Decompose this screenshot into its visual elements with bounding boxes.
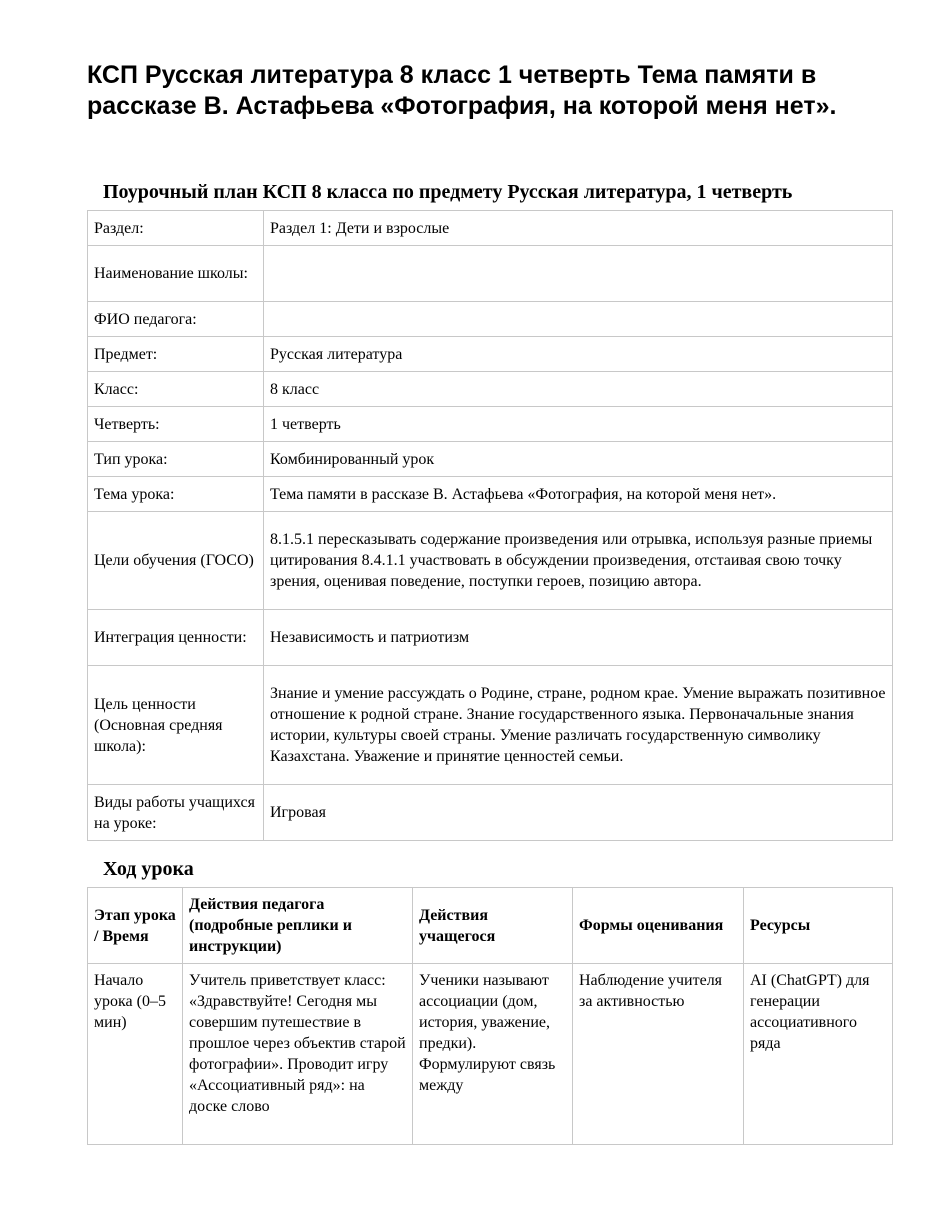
lesson-progress-heading: Ход урока — [103, 858, 194, 880]
row-value — [264, 302, 893, 337]
row-label: Четверть: — [88, 407, 264, 442]
column-header-teacher-actions: Действия педагога (подробные реплики и инструкции) — [183, 888, 413, 964]
table-header-row — [88, 888, 893, 964]
cell-resources: AI (ChatGPT) для генерации ассоциативного ряда — [744, 964, 893, 1145]
row-value: Знание и умение рассуждать о Родине, стране, родном крае. Умение выражать позитивное отношение к родной стране. Знание государственного языка. Первоначальные знания истории, культуры своей страны. Умение различать государственную символику Казахстана. Уважение и принятие ценностей семьи. — [264, 666, 893, 785]
row-label: Тема урока: — [88, 477, 264, 512]
lesson-info-table — [87, 210, 893, 841]
row-label: Цели обучения (ГОСО) — [88, 512, 264, 610]
row-value: Комбинированный урок — [264, 442, 893, 477]
row-value: 1 четверть — [264, 407, 893, 442]
row-label: Наименование школы: — [88, 246, 264, 302]
table-row — [88, 964, 893, 1145]
row-label: Цель ценности (Основная средняя школа): — [88, 666, 264, 785]
cell-student-actions: Ученики называют ассоциации (дом, история, уважение, предки). Формулируют связь между — [413, 964, 573, 1145]
row-label: Класс: — [88, 372, 264, 407]
column-header-resources: Ресурсы — [744, 888, 893, 964]
table-row — [88, 302, 893, 337]
cell-stage: Начало урока (0–5 мин) — [88, 964, 183, 1145]
table-row — [88, 785, 893, 841]
row-value: Русская литература — [264, 337, 893, 372]
column-header-assessment: Формы оценивания — [573, 888, 744, 964]
column-header-student-actions: Действия учащегося — [413, 888, 573, 964]
table-row — [88, 610, 893, 666]
row-value: Раздел 1: Дети и взрослые — [264, 211, 893, 246]
row-label: Раздел: — [88, 211, 264, 246]
table-row — [88, 337, 893, 372]
lesson-progress-table — [87, 887, 893, 1145]
table-row — [88, 372, 893, 407]
row-label: Виды работы учащихся на уроке: — [88, 785, 264, 841]
row-label: Предмет: — [88, 337, 264, 372]
row-value: 8 класс — [264, 372, 893, 407]
row-label: Тип урока: — [88, 442, 264, 477]
row-value: Независимость и патриотизм — [264, 610, 893, 666]
table-row — [88, 246, 893, 302]
cell-teacher-actions: Учитель приветствует класс: «Здравствуйте! Сегодня мы совершим путешествие в прошлое через объектив старой фотографии». Проводит игру «Ассоциативный ряд»: на доске слово — [183, 964, 413, 1145]
row-value: Тема памяти в рассказе В. Астафьева «Фотография, на которой меня нет». — [264, 477, 893, 512]
row-label: Интеграция ценности: — [88, 610, 264, 666]
row-value: 8.1.5.1 пересказывать содержание произведения или отрывка, используя разные приемы цитирования 8.4.1.1 участвовать в обсуждении произведения, отстаивая свою точку зрения, оценивая поведение, поступки героев, позицию автора. — [264, 512, 893, 610]
table-row — [88, 442, 893, 477]
table-row — [88, 666, 893, 785]
table-row — [88, 477, 893, 512]
row-value: Игровая — [264, 785, 893, 841]
cell-assessment: Наблюдение учителя за активностью — [573, 964, 744, 1145]
table-row — [88, 407, 893, 442]
column-header-stage: Этап урока / Время — [88, 888, 183, 964]
table-row — [88, 512, 893, 610]
plan-heading: Поурочный план КСП 8 класса по предмету Русская литература, 1 четверть — [103, 181, 793, 203]
row-label: ФИО педагога: — [88, 302, 264, 337]
row-value — [264, 246, 893, 302]
table-row — [88, 211, 893, 246]
document-title: КСП Русская литература 8 класс 1 четверть Тема памяти в рассказе В. Астафьева «Фотография, на которой меня нет». — [87, 61, 837, 120]
